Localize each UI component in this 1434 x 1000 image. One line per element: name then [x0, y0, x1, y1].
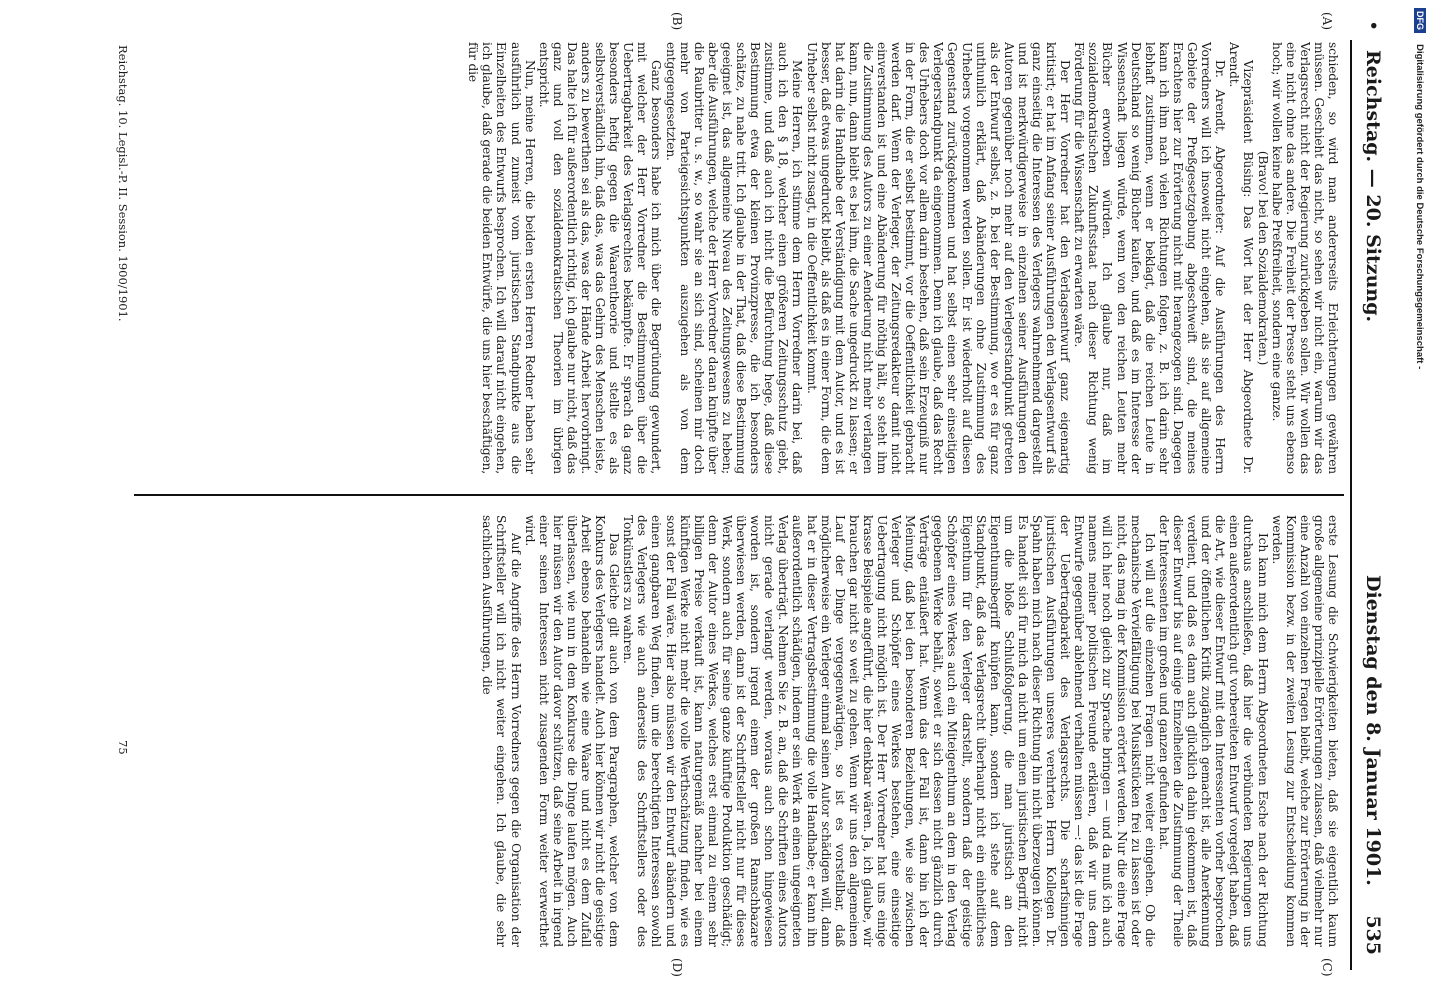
paragraph: erste Lesung die Schwierigkeiten bieten, daß sie eigentlich kaum große allgemeine prinzipielle Erörterungen zulassen, daß vielmehr nur eine Anzahl von einzelnen Fragen bleibt, welche zur Erörterung in der Kommission bezw. in der zweiten Lesung zur Entscheidung kommen werden.	[1269, 515, 1340, 947]
text-column-right	[134, 515, 1340, 947]
paragraph: Der Herr Vorredner hat den Verlagsentwurf ganz eigenartig kritisirt; er hat im Anfang seiner Ausführungen den Verlagsentwurf als ganz einseitig die Interessen des Verlegers wahrnehmend dargestellt und ist merkwürdigerweise in einzelnen seiner Ausführungen den Autoren gegenüber noch mehr auf den Verlegerstandpunkt getreten als der Entwurf selbst, z. B. bei der Bestimmung, wo er es für ganz unthunlich erklärt, daß Abänderungen ohne Zustimmung des Urhebers vorgenommen werden sollen. Er ist wiederholt auf diesen Gegenstand zurückgekommen und hat selbst einen sehr einseitigen Verlegerstandpunkt da eingenommen. Denn ich glaube, daß das Recht des Urhebers doch vor allem darin bestehen, daß sein Erzeugniß nur in der Form, die er selbst bestimmt, vor die Oeffentlichkeit gebracht werden darf. Wenn der Verleger, der Zeitungsredakteur damit nicht einverstanden ist und eine Abänderung für nöthig hält, so steht ihm die Zustimmung des Autors zu einer Aenderung nicht mehr verlangen kann, nun, dann bleibt es bei ihm, die Sache ungedruckt zu lassen; er hat darin die Handhabe der Verständigung mit dem Autor, und es ist besser, daß etwas ungedruckt bleibt, als daß es in einer Form, die dem Urheber selbst nicht zusagt, in die Oeffentlichkeit kommt.	[804, 42, 1073, 474]
header-date: Dienstag den 8. Januar 1901.	[1362, 575, 1384, 886]
paragraph: (Bravo! bei den Sozialdemokraten.)	[1255, 150, 1270, 366]
dfg-logo: DFG	[1414, 8, 1426, 33]
paragraph: Meine Herren, ich stimme dem Herrn Vorredner darin bei, daß auch ich den § 18, welcher einen größeren Zeitungsschutz giebt, zustimme, und daß auch ich nicht die Befürchtung hege, daß diese Bestimmung etwa der kleinen Provinzpresse, die ich besonders schätze, zu nahe tritt. Ich glaube in der That, daß diese Bestimmung geeignet ist, das allgemeine Niveau des Zeitungswesens zu heben; aber die Ausführungen, welche der Herr Vorredner daran knüpfte über die Raubritter u. s. w., so wahr sie an sich sind, scheinen mir doch mehr von Parteigesichtspunkten auszugehen als von dem entgegengesetzten.	[663, 42, 805, 474]
document-page	[64, 0, 1404, 1000]
margin-marker-c: (C)	[1320, 958, 1334, 977]
page-number: 535	[1362, 915, 1384, 955]
header-dot: •	[1362, 20, 1384, 32]
margin-marker-a: (A)	[1320, 12, 1334, 31]
header-session: Reichstag. — 20. Sitzung.	[1362, 50, 1384, 323]
paragraph: Ich will auf die einzelnen Fragen nicht weiter eingehen. Ob die mechanische Vervielfältigung bei Musikstücken frei zu lassen ist oder nicht, das mag in der Kommission erörtert werden. Nur die eine Frage will ich hier noch gleich zur Sprache bringen — und da muß ich auch namens meiner politischen Freunde erklären, daß wir uns dem Entwurfe gegenüber ablehnend verhalten müssen —: das ist die Frage der Uebertragbarkeit des Verlagsrechts. Die scharfsinnigen juristischen Ausführungen unseres verehrten Herrn Kollegen Dr. Spahn haben mich nach dieser Richtung hin nicht überzeugen können. Es handelt sich für mich da nicht um einen juristischen Begriff, nicht um die bloße Schlußfolgerung, die man juristisch an den Eigenthumsbegriff knüpfen kann, sondern ich stehe auf dem Standpunkt, daß das Verlagsrecht überhaupt nicht ein einheitliches Eigenthum für den Verleger darstellt, sondern daß der geistige Schöpfer eines Werkes auch ein Miteigenthum an dem in den Verlag gegebenen Werke behält, soweit er sich dessen nicht gänzlich durch Verträge entäußert hat. Wenn das der Fall ist, dann bin ich der Meinung, daß bei den besonderen Beziehungen, wie sie zwischen Verleger und Schöpfer eines Werkes bestehen, eine einseitige Uebertragung nicht möglich ist. Der Herr Vorredner hat uns einige krasse Beispiele angeführt, die hier denkbar wären. Ja, ich glaube, wir brauchen gar nicht so weit zu gehen. Wenn wir uns den allgemeinen Lauf der Dinge vergegenwärtigen, so ist es vorstellbar, daß möglicherweise ein Verleger einmal seinen Autor schädigen will, dann hat er in dieser Vertragsbestimmung die volle Handhabe; er kann ihn außerordentlich schädigen, indem er sein Werk an einen ungeeigneten Verlag überträgt. Nehmen Sie z. B. an, daß die Schriften eines Autors nicht gerade verlangt werden, woraus auch schon hingewiesen worden ist, sondern irgend einem der großen Ramschbazare überwiesen werden, dann ist der Schriftsteller nicht nur für dieses Werk, sondern auch für seine ganze künftige Produktion geschädigt; denn der Autor eines Werkes, welches erst einmal zu einem sehr billigen Preise verkauft ist, kann naturgemäß nachher bei einem künftigen Werke nicht mehr die volle Werthschätzung finden, wie es sonst der Fall wäre. Hier also müssen wir den Entwurf abändern und einen gangbaren Weg finden, um die berechtigten Interessen sowohl des Verlegers wie auch anderseits des Schriftstellers oder des Tonkünstlers zu wahren.	[621, 515, 1157, 947]
text-column-left	[134, 42, 1340, 474]
paragraph: Auf die Angriffe des Herrn Vorredners gegen die Organisation der Schriftsteller will ich nicht weiter eingehen. Ich glaube, die sehr sachlichen Ausführungen, die	[480, 515, 523, 947]
margin-marker-b: (B)	[670, 12, 684, 31]
paragraph: schieden, so wird man andererseits Erleichterungen gewähren müssen. Geschieht das nicht, so sehen wir nicht ein, warum wir das Verlagsrecht nicht der Regierung zurückgeben sollen. Wir wollen das eine nicht ohne das andere. Die Freiheit der Presse steht uns ebenso hoch; wir wollen keine halbe Preßfreiheit, sondern eine ganze.	[1269, 42, 1340, 474]
footer-sheet-number: 75	[116, 740, 130, 755]
paragraph: Nun, meine Herren, die beiden ersten Herren Redner haben sehr ausführlich und zumeist vom juristischen Standpunkte aus die Einzelheiten des Entwurfs besprochen. Ich will darauf nicht eingehen, ich glaube, daß gerade die beiden Entwürfe, die uns hier beschäftigen, für die	[466, 42, 537, 474]
paragraph: Ganz besonders habe ich mich über die Begründung gewundert, mit welcher der Herr Vorredner die Bestimmungen über die Uebertragbarkeit des Verlagsrechtes bekämpfte. Er sprach da ganz besonders heftig gegen die Waarentheorie und stellte es als selbstverständlich hin, daß das, was das Gehirn des Menschen leiste, anders zu bewerthen sei als das, was der Hände Arbeit hervorbringt. Das halte ich für außerordentlich richtig, ich glaube nur nicht, daß das ganz und voll den sozialdemokratischen Theorien im übrigen entspricht.	[536, 42, 664, 474]
page-header	[1350, 20, 1390, 960]
column-divider	[134, 494, 1344, 496]
digitization-credit: Digitalisierung gefördert durch die Deutsche Forschungsgemeinschaft -	[1414, 44, 1425, 370]
paragraph: Das Gleiche gilt auch von dem Paragraphen, welcher von dem Konkurs des Verlegers handelt. Auch hier können wir nicht die geistige Arbeit ebenso behandeln wie eine Waare und nicht es dem Zufall überlassen, wie nun in dem Konkurse die Dinge laufen mögen. Auch hier müssen wir den Autor davor schützen, daß seine Arbeit in irgend einer seinen Interessen nicht zusagenden Form weiter verwerthet wird.	[522, 515, 622, 947]
paragraph: Ich kann mich dem Herrn Abgeordneten Esche nach der Richtung durchaus anschließen, daß hier die verbündeten Regierungen uns einen außerordentlich gut vorbereiteten Entwurf vorgelegt haben, daß die Art, wie dieser Entwurf mit den Interessenten vorher besprochen und der öffentlichen Kritik zugänglich gemacht ist, alle Anerkennung verdient, und daß es dann auch glücklich dahin gekommen ist, daß dieser Entwurf bis auf einige Einzelheiten die Zustimmung der Theile der Interessenten im großen und ganzen gefunden hat.	[1156, 515, 1270, 947]
paragraph: Vizepräsident Büsing: Das Wort hat der Herr Abgeordnete Dr. Arendt.	[1227, 42, 1256, 474]
digitization-strip	[1414, 0, 1434, 1000]
footer-session-info: Reichstag. 10. Legisl.-P. II. Session. 1900/1901.	[116, 45, 130, 322]
margin-marker-d: (D)	[670, 958, 684, 977]
paragraph: Dr. Arendt, Abgeordneter: Auf die Ausführungen des Herrn Vorredners will ich insoweit nicht eingehen, als sie auf allgemeine Gebiete der Preßgesetzgebung abgeschweift sind, die meines Erachtens hier zur Erörterung nicht mit herangezogen sind. Dagegen kann ich ihm nach vielen Richtungen folgen, z. B. ich darin sehr lebhaft zustimmen, wenn er beklagt, daß die reichen Leute in Deutschland so wenig Bücher kaufen, und daß es im Interesse der Wissenschaft liegen würde, wenn von den reichen Leuten mehr Bücher erworben würden. Ich glaube nur, daß im sozialdemokratischen Zukunftsstaat nach dieser Richtung wenig Förderung für die Wissenschaft zu erwarten wäre.	[1072, 42, 1228, 474]
header-rule	[1350, 40, 1352, 970]
